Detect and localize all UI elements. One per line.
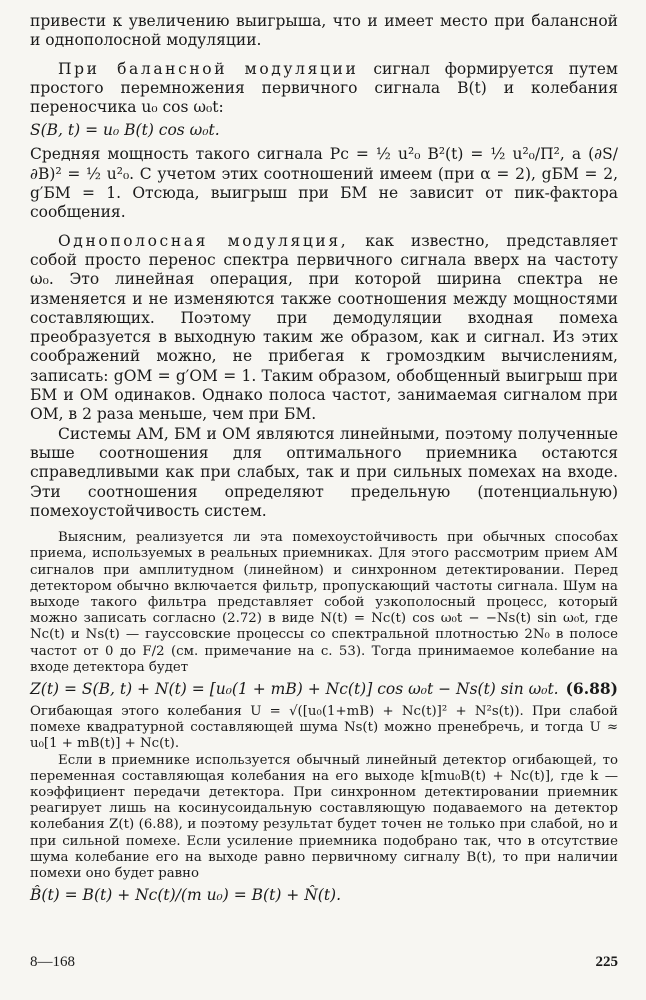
paragraph-linear-systems: Системы АМ, БМ и ОМ являются линейными, поэтому полученные выше соотношения для оптимального приемника остаются справедливыми как при слабых, так и при сильных помехах на входе. Эти соотношения определяют предельную (потенциальную) помехоустойчивость систем. [30,424,618,520]
equation-body: Z(t) = S(B, t) + N(t) = [u₀(1 + mB) + Nc(t)] cos ω₀t − Ns(t) sin ω₀t. [30,679,559,698]
spacer [30,521,618,530]
spaced-lead: При балансной модуляции [58,59,359,78]
paragraph-text: как известно, представляет собой просто перенос спектра первичного сигнала вверх на частоту ω₀. Это линейная операция, при которой ширина спектра не изменяется и не изменяются также соотношения между мощностями составляющих. Поэтому при демодуляции входная помеха преобразуется в выходную таким же образом, как и сигнал. Из этих соображений можно, не прибегая к громоздким вычислениям, записать: gОМ = g′ОМ = 1. Таким образом, обобщенный выигрыш при БМ и ОМ одинаков. Однако полоса частот, занимаемая сигналом при ОМ, в 2 раза меньше, чем при БМ. [30,231,618,424]
equation-received [30,678,618,700]
page-number: 225 [595,954,618,970]
paragraph-single-sideband [30,232,618,425]
signature-mark: 8—168 [30,954,75,970]
paragraph-mean-power: Средняя мощность такого сигнала Pс = ½ u²₀ B²(t) = ½ u²₀/П², а (∂S/∂B)² = ½ u²₀. С учетом этих соотношений имеем (при α = 2), gБМ = 2, g′БМ = 1. Отсюда, выигрыш при БМ не зависит от пик-фактора сообщения. [30,145,618,222]
paragraph-envelope: Огибающая этого колебания U = √([u₀(1+mB) + Nc(t)]² + N²s(t)). При слабой помехе квадратурной составляющей шума Ns(t) можно пренебречь, и тогда U ≈ u₀[1 + mB(t)] + Nc(t). [30,703,618,752]
paragraph-intro: привести к увеличению выигрыша, что и имеет место при балансной и однополосной модуляции. [30,12,618,50]
spacer [30,51,618,60]
paragraph-balanced-modulation [30,60,618,118]
equation-number: (6.88) [565,678,618,698]
spaced-lead: Однополосная модуляция, [58,231,349,250]
paragraph-detection: Выясним, реализуется ли эта помехоустойчивость при обычных способах приема, используемых в реальных приемниках. Для этого рассмотрим прием АМ сигналов при амплитудном (линейном) и синхронном детектировании. Перед детектором обычно включается фильтр, пропускающий частоты сигнала. Шум на выходе такого фильтра представляет собой узкополосный процесс, который можно записать согласно (2.72) в виде N(t) = Nc(t) cos ω₀t − −Ns(t) sin ω₀t, где Nc(t) и Ns(t) — гауссовские процессы со спектральной плотностью 2N₀ в полосе частот от 0 до F/2 (см. примечание на с. 53). Тогда принимаемое колебание на входе детектора будет [30,530,618,675]
equation-output: B̂(t) = B(t) + Nc(t)/(m u₀) = B(t) + N̂(t). [30,886,342,905]
paragraph-linear-detector: Если в приемнике используется обычный линейный детектор огибающей, то переменная составляющая колебания на его выходе k[mu₀B(t) + Nc(t)], где k — коэффициент передачи детектора. При синхронном детектировании приемник реагирует лишь на косинусоидальную составляющую подаваемого на детектор колебания Z(t) (6.88), и поэтому результат будет точен не только при слабой, но и при сильной помехе. Если усиление приемника подобрано так, что в отсутствие шума колебание его на выходе равно первичному сигналу B(t), то при наличии помехи оно будет равно [30,752,618,881]
equation-signal: S(B, t) = u₀ B(t) cos ω₀t. [30,121,220,140]
paragraph-text: сигнал формируется путем простого перемножения первичного сигнала B(t) и колебания переносчика u₀ cos ω₀t: [30,59,618,117]
page-footer [30,954,618,971]
spacer [30,223,618,232]
